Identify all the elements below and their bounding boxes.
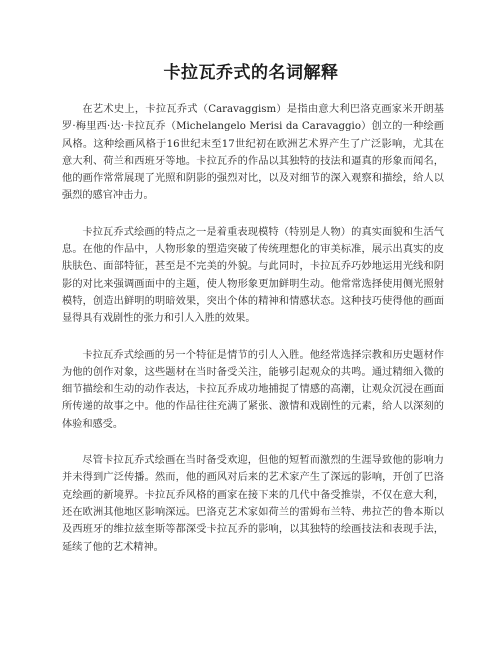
page-title: 卡拉瓦乔式的名词解释 bbox=[163, 63, 339, 83]
paragraph-3: 卡拉瓦乔式绘画的另一个特征是情节的引人入胜。他经常选择宗教和历史题材作为他的创作对象，这些题材在当时备受关注，能够引起观众的共鸣。通过精细入微的细节描绘和生动的动作表达，卡拉瓦乔成功地捕捉了情感的高潮，让观众沉浸在画面所传递的故事之中。他的作品往往充满了紧张、激情和戏剧性的元素，给人以深刻的体验和感受。 bbox=[62, 349, 444, 430]
paragraph-4: 尽管卡拉瓦乔式绘画在当时备受欢迎，但他的短暂而激烈的生涯导致他的影响力并未得到广泛传播。然而，他的画风对后来的艺术家产生了深远的影响，开创了巴洛克绘画的新境界。卡拉瓦乔风格的画家在接下来的几代中备受推崇，不仅在意大利，还在欧洲其他地区影响深远。巴洛克艺术家如荷兰的雷姆布兰特、弗拉芒的鲁本斯以及西班牙的维拉兹奎斯等都深受卡拉瓦乔的影响，以其独特的绘画技法和表现手法，延续了他的艺术精神。 bbox=[62, 455, 444, 553]
document-body bbox=[62, 101, 444, 575]
paragraph-1: 在艺术史上，卡拉瓦乔式（Caravaggism）是指由意大利巴洛克画家米开朗基罗·梅里西·达·卡拉瓦乔（Michelangelo Merisi da Caravaggio）创立的一种绘画风格。这种绘画风格于16世纪末至17世纪初在欧洲艺术界产生了广泛影响，尤其在意大利、荷兰和西班牙等地。卡拉瓦乔的作品以其独特的技法和逼真的形象而闻名，他的画作常常展现了光照和阴影的强烈对比，以及对细节的深入观察和描绘，给人以强烈的感官冲击力。 bbox=[62, 104, 444, 202]
paragraph-2: 卡拉瓦乔式绘画的特点之一是着重表现模特（特别是人物）的真实面貌和生活气息。在他的作品中，人物形象的塑造突破了传统理想化的审美标准，展示出真实的皮肤肤色、面部特征，甚至是不完美的外貌。与此同时，卡拉瓦乔巧妙地运用光线和阴影的对比来强调画面中的主题，使人物形象更加鲜明生动。他常常选择使用侧光照射模特，创造出鲜明的明暗效果，突出个体的精神和情感状态。这种技巧使得他的画面显得具有戏剧性的张力和引人入胜的效果。 bbox=[62, 226, 444, 325]
